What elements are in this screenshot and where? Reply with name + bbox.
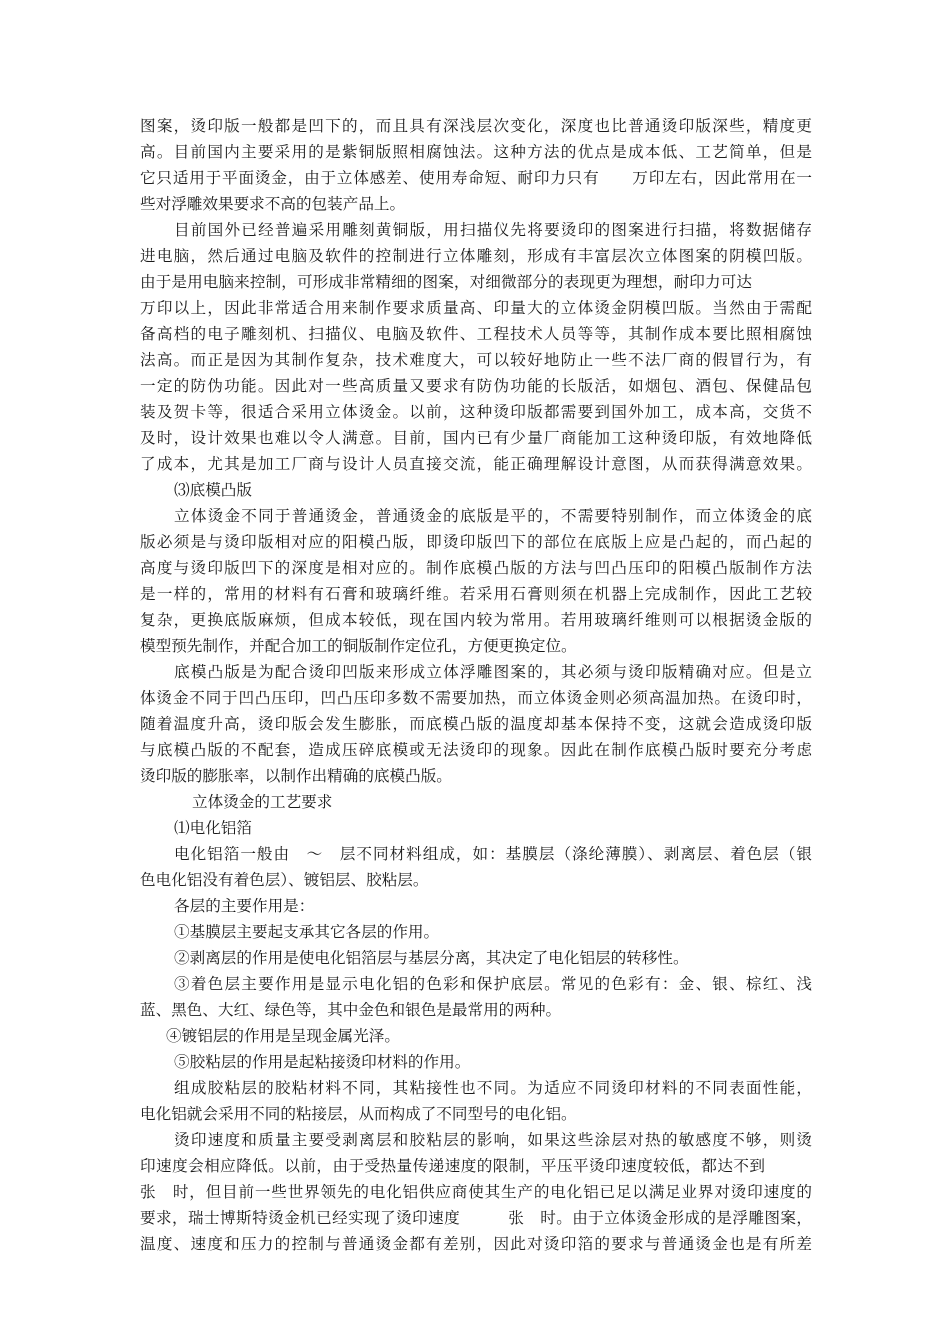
text-line: 复杂，更换底版麻烦，但成本较低，现在国内较为常用。若用玻璃纤维则可以根据烫金版的 <box>140 611 812 629</box>
text-line: 一定的防伪功能。因此对一些高质量又要求有防伪功能的长版活，如烟包、酒包、保健品包 <box>140 377 812 395</box>
text-line: 装及贺卡等，很适合采用立体烫金。以前，这种烫印版都需要到国外加工，成本高，交货不 <box>140 403 812 421</box>
text-line: 高。目前国内主要采用的是紫铜版照相腐蚀法。这种方法的优点是成本低、工艺简单，但是 <box>140 143 812 161</box>
paragraph-first-line: 电化铝箔一般由 ～ 层不同材料组成，如：基膜层（涤纶薄膜）、剥离层、着色层（银 <box>174 845 812 863</box>
section-heading: ⑶底模凸版 <box>174 481 252 499</box>
text-line: 进电脑，然后通过电脑及软件的控制进行立体雕刻，形成有丰富层次立体图案的阴模凹版。 <box>140 247 812 265</box>
text-line: 图案，烫印版一般都是凹下的，而且具有深浅层次变化，深度也比普通烫印版深些，精度更 <box>140 117 812 135</box>
text-line: 与底模凸版的不配套，造成压碎底模或无法烫印的现象。因此在制作底模凸版时要充分考虑 <box>140 741 812 759</box>
text-line: 高度与烫印版凹下的深度是相对应的。制作底模凸版的方法与凹凸压印的阳模凸版制作方法 <box>140 559 812 577</box>
list-item: ②剥离层的作用是使电化铝箔层与基层分离，其决定了电化铝层的转移性。 <box>174 949 689 967</box>
paragraph-first-line: 组成胶粘层的胶粘材料不同，其粘接性也不同。为适应不同烫印材料的不同表面性能， <box>174 1079 812 1097</box>
text-line: 及时，设计效果也难以令人满意。目前，国内已有少量厂商能加工这种烫印版，有效地降低 <box>140 429 812 447</box>
subsection-heading: ⑴电化铝箔 <box>174 819 252 837</box>
text-line: 模型预先制作，并配合加工的铜版制作定位孔，方便更换定位。 <box>140 637 577 655</box>
list-item: ③着色层主要作用是显示电化铝的色彩和保护底层。常见的色彩有：金、银、棕红、浅 <box>174 975 812 993</box>
list-item: ④镀铝层的作用是呈现金属光泽。 <box>166 1027 400 1045</box>
text-line: 各层的主要作用是： <box>174 897 315 915</box>
paragraph-first-line: 烫印速度和质量主要受剥离层和胶粘层的影响，如果这些涂层对热的敏感度不够，则烫 <box>174 1131 812 1149</box>
paragraph-first-line: 目前国外已经普遍采用雕刻黄铜版，用扫描仪先将要烫印的图案进行扫描，将数据储存 <box>174 221 812 239</box>
text-line: 它只适用于平面烫金，由于立体感差、使用寿命短、耐印力只有 万印左右，因此常用在一 <box>140 169 812 187</box>
text-line: 备高档的电子雕刻机、扫描仪、电脑及软件、工程技术人员等等，其制作成本要比照相腐蚀 <box>140 325 812 343</box>
paragraph-first-line: 底模凸版是为配合烫印凹版来形成立体浮雕图案的，其必须与烫印版精确对应。但是立 <box>174 663 812 681</box>
paragraph-first-line: 立体烫金不同于普通烫金，普通烫金的底版是平的，不需要特别制作，而立体烫金的底 <box>174 507 812 525</box>
text-line: 由于是用电脑来控制，可形成非常精细的图案，对细微部分的表现更为理想，耐印力可达 <box>140 273 752 291</box>
text-line: 法高。而正是因为其制作复杂，技术难度大，可以较好地防止一些不法厂商的假冒行为，有 <box>140 351 812 369</box>
section-heading: 立体烫金的工艺要求 <box>192 793 333 811</box>
text-line: 万印以上，因此非常适合用来制作要求质量高、印量大的立体烫金阴模凹版。当然由于需配 <box>140 299 812 317</box>
text-line: 了成本，尤其是加工厂商与设计人员直接交流，能正确理解设计意图，从而获得满意效果。 <box>140 455 812 473</box>
text-line: 色电化铝没有着色层）、镀铝层、胶粘层。 <box>140 871 429 889</box>
text-line: 是一样的，常用的材料有石膏和玻璃纤维。若采用石膏则须在机器上完成制作，因此工艺较 <box>140 585 812 603</box>
text-line: 温度、速度和压力的控制与普通烫金都有差别，因此对烫印箔的要求与普通烫金也是有所差 <box>140 1235 812 1253</box>
list-item: ⑤胶粘层的作用是起粘接烫印材料的作用。 <box>174 1053 471 1071</box>
text-line: 随着温度升高，烫印版会发生膨胀，而底模凸版的温度却基本保持不变，这就会造成烫印版 <box>140 715 812 733</box>
text-line: 张 时，但目前一些世界领先的电化铝供应商使其生产的电化铝已足以满足业界对烫印速度的 <box>140 1183 812 1201</box>
list-item: ①基膜层主要起支承其它各层的作用。 <box>174 923 440 941</box>
text-line: 些对浮雕效果要求不高的包装产品上。 <box>140 195 406 213</box>
text-line: 蓝、黑色、大红、绿色等，其中金色和银色是最常用的两种。 <box>140 1001 562 1019</box>
text-line: 版必须是与烫印版相对应的阳模凸版，即烫印版凹下的部位在底版上应是凸起的，而凸起的 <box>140 533 812 551</box>
text-line: 电化铝就会采用不同的粘接层，从而构成了不同型号的电化铝。 <box>140 1105 577 1123</box>
text-line: 体烫金不同于凹凸压印，凹凸压印多数不需要加热，而立体烫金则必须高温加热。在烫印时， <box>140 689 812 707</box>
text-line: 印速度会相应降低。以前，由于受热量传递速度的限制，平压平烫印速度较低，都达不到 <box>140 1157 765 1175</box>
text-line: 烫印版的膨胀率，以制作出精确的底模凸版。 <box>140 767 452 785</box>
text-line: 要求，瑞士博斯特烫金机已经实现了烫印速度 张 时。由于立体烫金形成的是浮雕图案， <box>140 1209 812 1227</box>
